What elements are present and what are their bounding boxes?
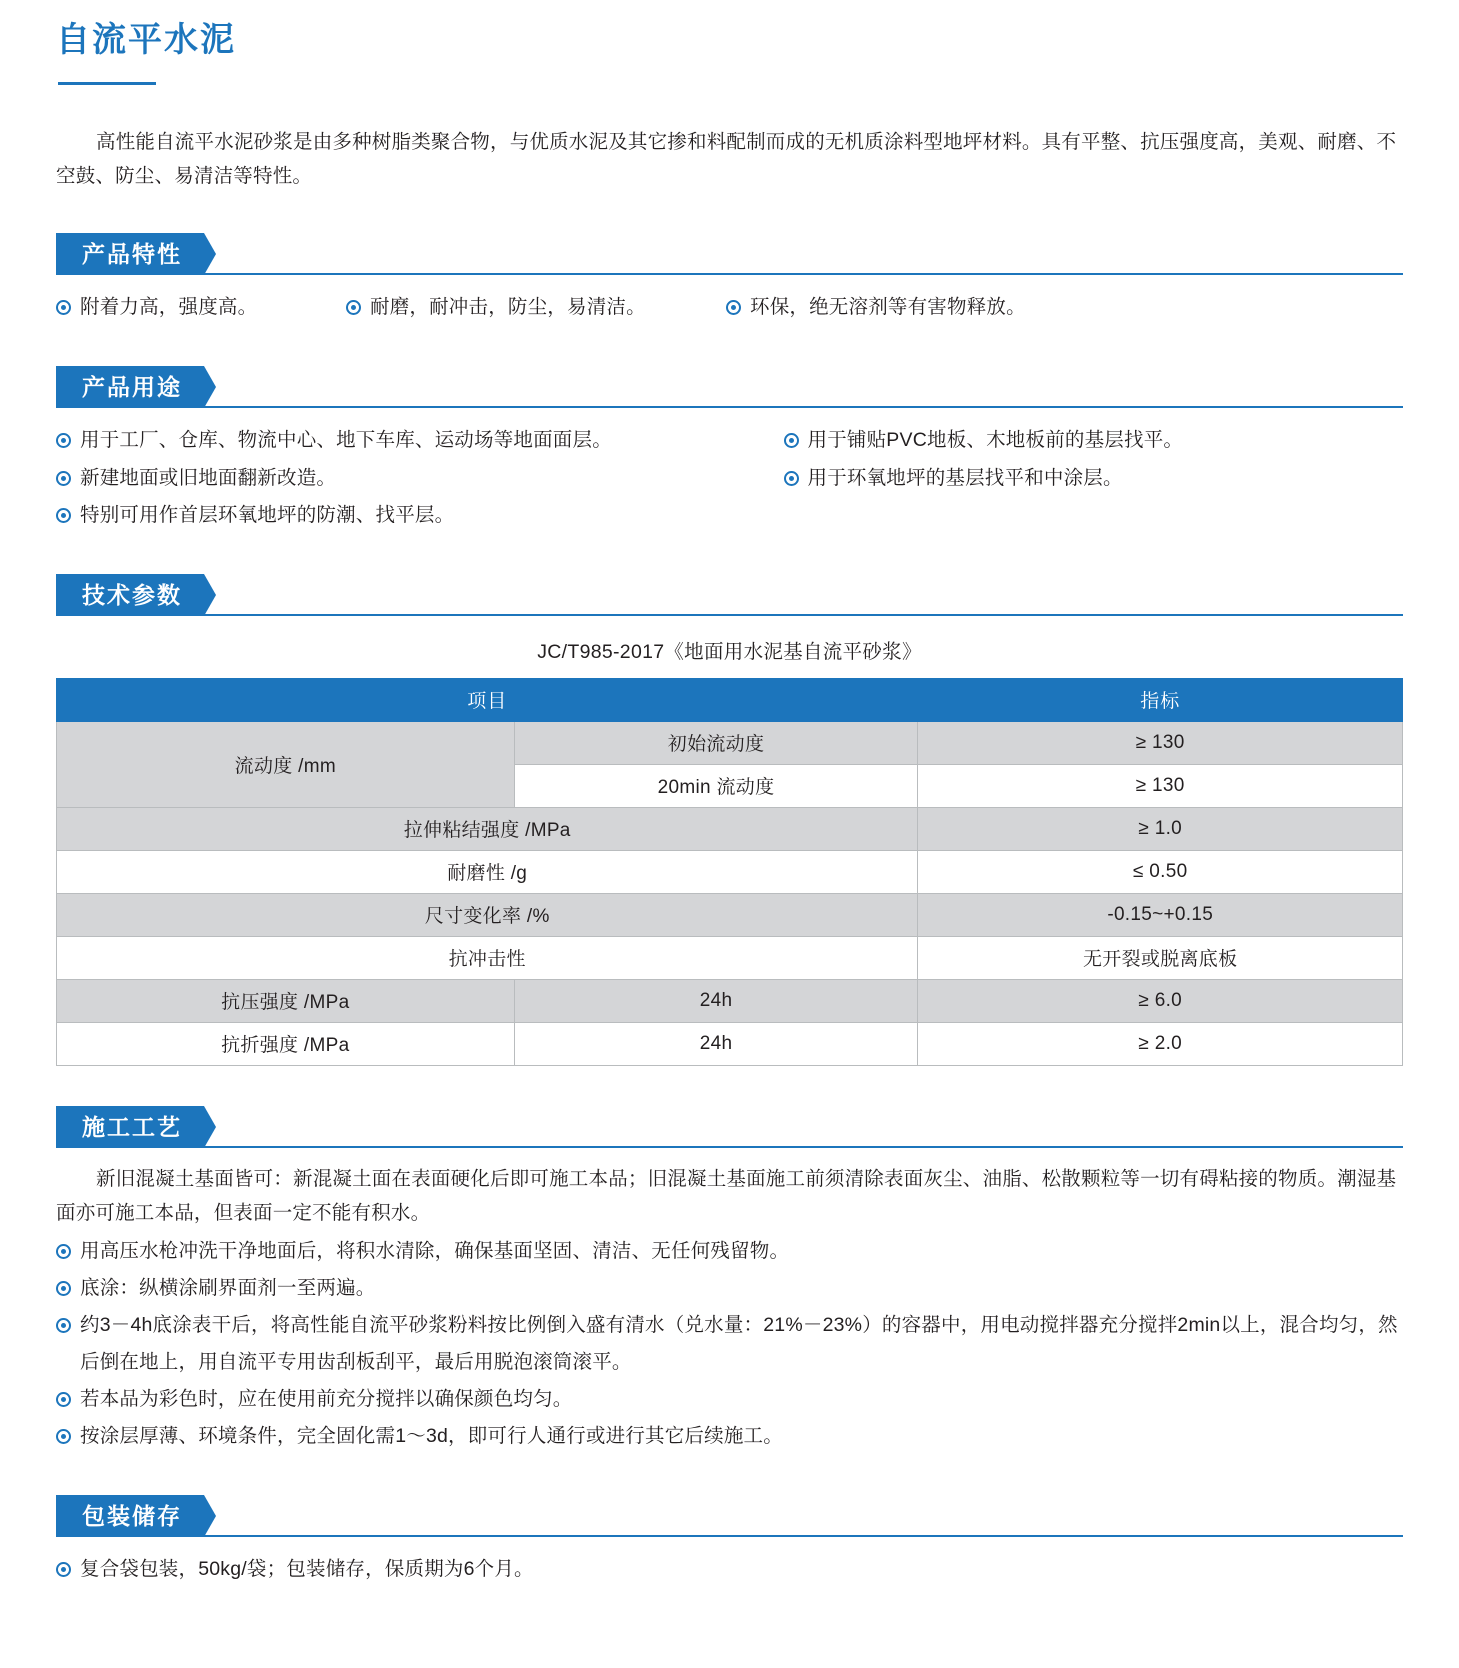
table-row (57, 807, 1403, 850)
section-header-usage (56, 366, 1403, 408)
ring-bullet-icon (56, 471, 71, 486)
list-item (346, 289, 726, 326)
list-item-text: 复合袋包装，50kg/袋；包装储存，保质期为6个月。 (80, 1558, 534, 1581)
list-item (784, 460, 1404, 497)
section-features (56, 233, 1403, 326)
page-title: 自流平水泥 (56, 21, 236, 59)
list-item (784, 422, 1404, 459)
table-row (57, 850, 1403, 893)
section-packaging (56, 1495, 1403, 1588)
ring-bullet-icon (784, 433, 799, 448)
cell-item-name: 抗冲击性 (57, 936, 918, 979)
list-item-text: 特别可用作首层环氧地坪的防潮、找平层。 (80, 503, 455, 526)
section-usage (56, 366, 1403, 533)
list-item-text: 用于工厂、仓库、物流中心、地下车库、运动场等地面面层。 (80, 429, 612, 452)
list-item (56, 1418, 1403, 1455)
section-rule (56, 1535, 1403, 1537)
section-header-packaging (56, 1495, 1403, 1537)
list-item (56, 1551, 1403, 1588)
cell-item-name: 尺寸变化率 /% (57, 893, 918, 936)
ring-bullet-icon (56, 1429, 71, 1444)
list-item (56, 1381, 1403, 1418)
ring-bullet-icon (56, 1392, 71, 1407)
list-item (56, 1233, 1403, 1270)
column-header-index: 指标 (918, 678, 1403, 721)
ring-bullet-icon (726, 300, 741, 315)
section-title-process: 施工工艺 (56, 1106, 204, 1148)
cell-value: 无开裂或脱离底板 (918, 936, 1403, 979)
cell-value: ≥ 2.0 (918, 1022, 1403, 1065)
cell-item-sub: 24h (514, 1022, 918, 1065)
section-title-packaging: 包装储存 (56, 1495, 204, 1537)
list-item-text: 底涂：纵横涂刷界面剂一至两遍。 (80, 1277, 376, 1300)
ring-bullet-icon (56, 1281, 71, 1296)
table-row (57, 721, 1403, 764)
ring-bullet-icon (56, 1562, 71, 1577)
usage-column-left (56, 422, 730, 533)
page-bottom-spacer (56, 1588, 1403, 1668)
list-item (56, 1270, 1403, 1307)
list-item-text: 新建地面或旧地面翻新改造。 (80, 466, 337, 489)
section-title-usage: 产品用途 (56, 366, 204, 408)
features-list (56, 289, 1403, 326)
section-header-features (56, 233, 1403, 275)
list-item (56, 497, 730, 534)
cell-value: ≥ 130 (918, 721, 1403, 764)
list-item (56, 1307, 1403, 1381)
cell-item-sub: 24h (514, 979, 918, 1022)
list-item-text: 用于环氧地坪的基层找平和中涂层。 (807, 466, 1123, 489)
table-row (57, 1022, 1403, 1065)
section-header-process (56, 1106, 1403, 1148)
section-header-tech (56, 574, 1403, 616)
section-process (56, 1106, 1403, 1456)
list-item-text: 耐磨，耐冲击，防尘，易清洁。 (370, 296, 646, 319)
cell-item-sub: 初始流动度 (514, 721, 918, 764)
cell-value: ≥ 6.0 (918, 979, 1403, 1022)
table-row (57, 893, 1403, 936)
cell-item-name: 流动度 /mm (57, 721, 515, 807)
section-title-features: 产品特性 (56, 233, 204, 275)
list-item-text: 按涂层厚薄、环境条件，完全固化需1～3d，即可行人通行或进行其它后续施工。 (80, 1425, 783, 1448)
list-item-text: 约3－4h底涂表干后，将高性能自流平砂浆粉料按比例倒入盛有清水（兑水量：21%－23%）的容器中，用电动搅拌器充分搅拌2min以上，混合均匀，然后倒在地上，用自流平专用齿刮板刮平，最后用脱泡滚筒滚平。 (80, 1314, 1398, 1374)
list-item-text: 附着力高，强度高。 (80, 296, 258, 319)
section-rule (56, 406, 1403, 408)
ring-bullet-icon (56, 300, 71, 315)
list-item (56, 422, 730, 459)
ring-bullet-icon (56, 1318, 71, 1333)
ring-bullet-icon (56, 508, 71, 523)
column-header-item: 项目 (57, 678, 918, 721)
title-underline (58, 82, 156, 85)
usage-columns (56, 422, 1403, 533)
list-item (726, 289, 1026, 326)
cell-item-name: 耐磨性 /g (57, 850, 918, 893)
section-rule (56, 1146, 1403, 1148)
table-row (57, 979, 1403, 1022)
ring-bullet-icon (56, 433, 71, 448)
usage-column-right (730, 422, 1404, 533)
list-item (56, 289, 346, 326)
list-item-text: 用高压水枪冲洗干净地面后，将积水清除，确保基面坚固、清洁、无任何残留物。 (80, 1240, 790, 1263)
section-rule (56, 273, 1403, 275)
list-item (56, 460, 730, 497)
intro-paragraph: 高性能自流平水泥砂浆是由多种树脂类聚合物，与优质水泥及其它掺和料配制而成的无机质涂料型地坪材料。具有平整、抗压强度高，美观、耐磨、不空鼓、防尘、易清洁等特性。 (56, 131, 1397, 188)
cell-item-name: 抗压强度 /MPa (57, 979, 515, 1022)
cell-value: ≤ 0.50 (918, 850, 1403, 893)
list-item-text: 环保，绝无溶剂等有害物释放。 (750, 296, 1026, 319)
table-row (57, 936, 1403, 979)
list-item-text: 若本品为彩色时，应在使用前充分搅拌以确保颜色均匀。 (80, 1388, 573, 1411)
ring-bullet-icon (784, 471, 799, 486)
standard-reference: JC/T985-2017《地面用水泥基自流平砂浆》 (537, 640, 922, 663)
tech-parameters-table (56, 678, 1403, 1066)
section-rule (56, 614, 1403, 616)
cell-item-sub: 20min 流动度 (514, 764, 918, 807)
ring-bullet-icon (56, 1244, 71, 1259)
table-header-row (57, 678, 1403, 721)
cell-value: ≥ 130 (918, 764, 1403, 807)
section-title-tech: 技术参数 (56, 574, 204, 616)
cell-item-name: 抗折强度 /MPa (57, 1022, 515, 1065)
process-paragraph: 新旧混凝土基面皆可：新混凝土面在表面硬化后即可施工本品；旧混凝土基面施工前须清除表面灰尘、油脂、松散颗粒等一切有碍粘接的物质。潮湿基面亦可施工本品，但表面一定不能有积水。 (56, 1167, 1397, 1225)
cell-value: ≥ 1.0 (918, 807, 1403, 850)
cell-item-name: 拉伸粘结强度 /MPa (57, 807, 918, 850)
list-item-text: 用于铺贴PVC地板、木地板前的基层找平。 (807, 429, 1184, 452)
cell-value: -0.15~+0.15 (918, 893, 1403, 936)
section-tech (56, 574, 1403, 1066)
ring-bullet-icon (346, 300, 361, 315)
